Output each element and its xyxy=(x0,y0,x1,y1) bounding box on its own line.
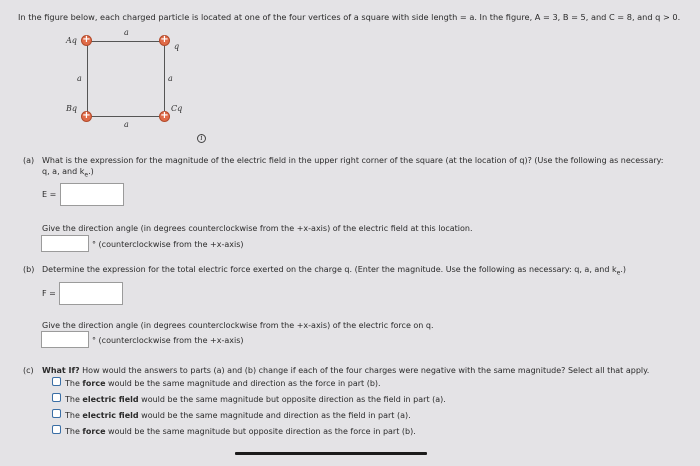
option-4-checkbox[interactable] xyxy=(52,425,61,434)
e-field-label: E = xyxy=(42,190,57,199)
side-label-bottom: a xyxy=(124,120,129,129)
option-2-checkbox[interactable] xyxy=(52,393,61,402)
force-input[interactable] xyxy=(59,282,123,305)
label-top-right: q xyxy=(174,42,180,51)
side-label-top: a xyxy=(124,28,129,37)
option-3-checkbox[interactable] xyxy=(52,409,61,418)
part-a-direction-prompt: Give the direction angle (in degrees counterclockwise from the +x-axis) of the electric field at this location. xyxy=(42,224,473,233)
part-b-direction-prompt: Give the direction angle (in degrees counterclockwise from the +x-axis) of the electric force on q. xyxy=(42,321,434,330)
info-icon[interactable]: i xyxy=(197,134,206,143)
problem-intro: In the figure below, each charged particle is located at one of the four vertices of a square with side length = a. In the figure, A = 3, B = 5, and C = 8, and q > 0. xyxy=(18,12,681,22)
charge-square-diagram xyxy=(55,22,205,132)
e-angle-input[interactable] xyxy=(41,235,89,252)
force-angle-unit: ° (counterclockwise from the +x-axis) xyxy=(92,336,244,345)
bottom-scroll-bar xyxy=(235,452,427,455)
label-bottom-left: Bq xyxy=(66,104,77,113)
option-4-label[interactable]: The force would be the same magnitude but opposite direction as the force in part (b). xyxy=(65,427,416,436)
part-c-marker: (c) xyxy=(23,366,34,375)
side-label-right: a xyxy=(168,74,173,83)
option-1-label[interactable]: The force would be the same magnitude and direction as the force in part (b). xyxy=(65,379,381,388)
charge-bottom-right: + xyxy=(160,110,169,121)
part-c-question: What If? How would the answers to parts (a) and (b) change if each of the four charges were negative with the same magnitude? Select all that apply. xyxy=(42,366,650,375)
force-label: F = xyxy=(42,289,56,298)
part-a-marker: (a) xyxy=(23,156,35,165)
part-b-marker: (b) xyxy=(23,265,35,274)
part-a-question-line1: What is the expression for the magnitude of the electric field in the upper right corner of the square (at the location of q)? (Use the following as necessary: xyxy=(42,156,664,165)
option-1-checkbox[interactable] xyxy=(52,377,61,386)
side-label-left: a xyxy=(77,74,82,83)
force-angle-input[interactable] xyxy=(41,331,89,348)
e-angle-unit: ° (counterclockwise from the +x-axis) xyxy=(92,240,244,249)
square-outline xyxy=(87,41,165,117)
option-3-label[interactable]: The electric field would be the same magnitude and direction as the field in part (a). xyxy=(65,411,411,420)
part-a-question-line2: q, a, and $k_e$.) xyxy=(42,167,94,179)
part-b-question: Determine the expression for the total electric force exerted on the charge q. (Enter the magnitude. Use the following as necessary: q, a, and $k_e$.) xyxy=(42,265,626,277)
charge-top-right: + xyxy=(160,34,169,45)
charge-top-left: + xyxy=(82,34,91,45)
charge-bottom-left: + xyxy=(82,110,91,121)
e-field-input[interactable] xyxy=(60,183,124,206)
option-2-label[interactable]: The electric field would be the same magnitude but opposite direction as the field in part (a). xyxy=(65,395,446,404)
label-bottom-right: Cq xyxy=(171,104,183,113)
label-top-left: Aq xyxy=(66,36,77,45)
